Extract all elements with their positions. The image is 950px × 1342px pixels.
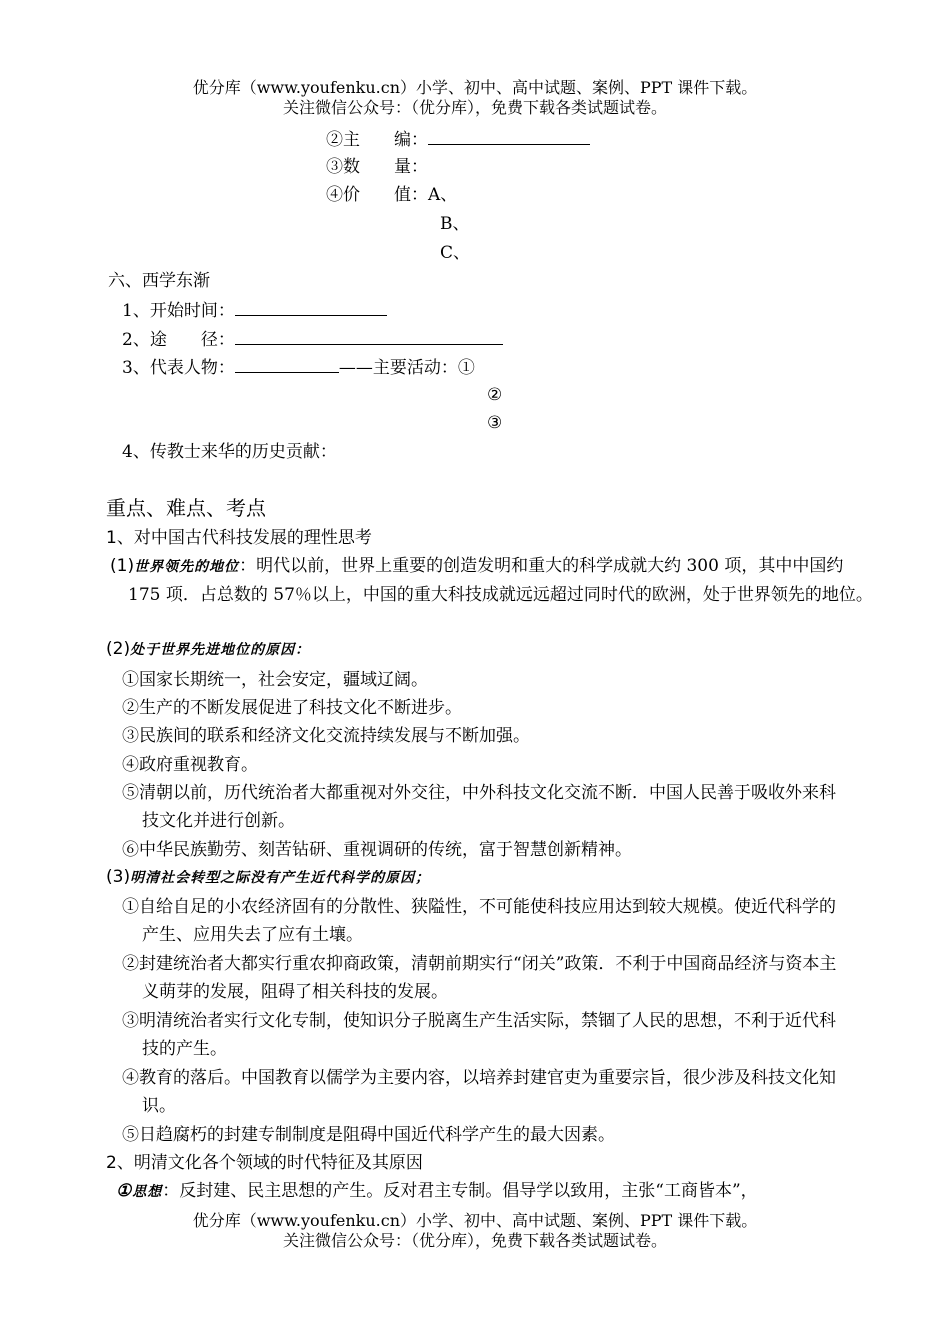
p2-item: ⑤清朝以前，历代统治者大都重视对外交往，中外科技文化交流不断．中国人民善于吸收外来科技文化并进行创新。: [122, 783, 836, 831]
editor-blank: [428, 128, 590, 145]
people-blank: [235, 356, 339, 373]
p1-label: (1): [110, 556, 135, 576]
section6-title: 六、西学东渐: [108, 271, 210, 291]
start-blank: [235, 299, 387, 316]
book-editor-label: ②主 编：: [326, 130, 428, 150]
p3-item: ③明清统治者实行文化专制，使知识分子脱离生产生活实际，禁锢了人民的思想，不利于近代科技的产生。: [122, 1011, 836, 1059]
book-quantity: ③数 量：: [326, 157, 428, 177]
people-label: 3、代表人物：: [122, 358, 235, 378]
activity-2: ②: [487, 385, 503, 405]
book-value-b: B、: [440, 214, 470, 234]
p1-text: ：明代以前，世界上重要的创造发明和重大的科学成就大约 300 项，其中中国约 175 项．占总数的 57％以上，中国的重大科技成就远远超过同时代的欧洲，处于世界领先的地位。: [128, 556, 873, 605]
q1-title: 1、对中国古代科技发展的理性思考: [106, 528, 372, 548]
p1-head: 世界领先的地位: [134, 559, 240, 575]
p3-item: ⑤日趋腐朽的封建专制制度是阻碍中国近代科学产生的最大因素。: [122, 1125, 615, 1145]
book-value: ④价 值：A、: [326, 185, 458, 205]
p2-item: ③民族间的联系和经济文化交流持续发展与不断加强。: [122, 726, 530, 746]
section6-contribution: 4、传教士来华的历史贡献：: [122, 442, 337, 462]
route-label: 2、途 径：: [122, 330, 235, 350]
book-value-c: C、: [440, 243, 471, 263]
p2-item: ②生产的不断发展促进了科技文化不断进步。: [122, 698, 462, 718]
p2-item: ①国家长期统一，社会安定，疆域辽阔。: [122, 670, 428, 690]
header-line-2: 关注微信公众号：（优分库），免费下载各类试题试卷。: [282, 98, 667, 117]
p2-heading: [106, 637, 310, 662]
p4-paragraph: [116, 1178, 758, 1205]
header-line-1: 优分库（www.youfenku.cn）小学、初中、高中试题、案例、PPT 课件下载。: [192, 78, 758, 97]
p3-head: 明清社会转型之际没有产生近代科学的原因；: [130, 870, 431, 886]
section6-route: [122, 328, 503, 351]
p3-item: ④教育的落后。中国教育以儒学为主要内容，以培养封建官吏为重要宗旨，很少涉及科技文化知识。: [122, 1068, 836, 1116]
section6-people: [122, 356, 475, 379]
p2-head: 处于世界先进地位的原因：: [130, 642, 311, 658]
route-blank: [235, 328, 503, 345]
p3-item: ②封建统治者大都实行重农抑商政策，清朝前期实行“闭关”政策．不利于中国商品经济与资本主义萌芽的发展，阻碍了相关科技的发展。: [122, 954, 837, 1002]
book-editor: [326, 128, 590, 151]
section6-start: [122, 299, 387, 322]
p1-paragraph: [108, 552, 880, 609]
p3-item: ①自给自足的小农经济固有的分散性、狭隘性，不可能使科技应用达到较大规模。使近代科学的产生、应用失去了应有土壤。: [122, 897, 836, 945]
focus-title: 重点、难点、考点: [106, 496, 266, 520]
p4-head: 思想: [132, 1184, 163, 1200]
start-label: 1、开始时间：: [122, 301, 235, 321]
p3-heading: [106, 865, 430, 890]
p2-item: ⑥中华民族勤劳、刻苦钻研、重视调研的传统，富于智慧创新精神。: [122, 840, 632, 860]
p3-label: (3): [106, 867, 131, 887]
p2-label: (2): [106, 639, 131, 659]
q2-title: 2、明清文化各个领域的时代特征及其原因: [106, 1153, 423, 1173]
p4-text: ：反封建、民主思想的产生。反对君主专制。倡导学以致用，主张“工商皆本”，: [162, 1181, 758, 1201]
p2-item: ④政府重视教育。: [122, 755, 258, 775]
footer-line-1: 优分库（www.youfenku.cn）小学、初中、高中试题、案例、PPT 课件下载。: [192, 1211, 758, 1230]
p4-label: ①: [116, 1181, 133, 1201]
activity-label: ——主要活动：①: [338, 358, 475, 378]
footer-line-2: 关注微信公众号：（优分库），免费下载各类试题试卷。: [282, 1231, 667, 1250]
activity-3: ③: [487, 413, 503, 433]
